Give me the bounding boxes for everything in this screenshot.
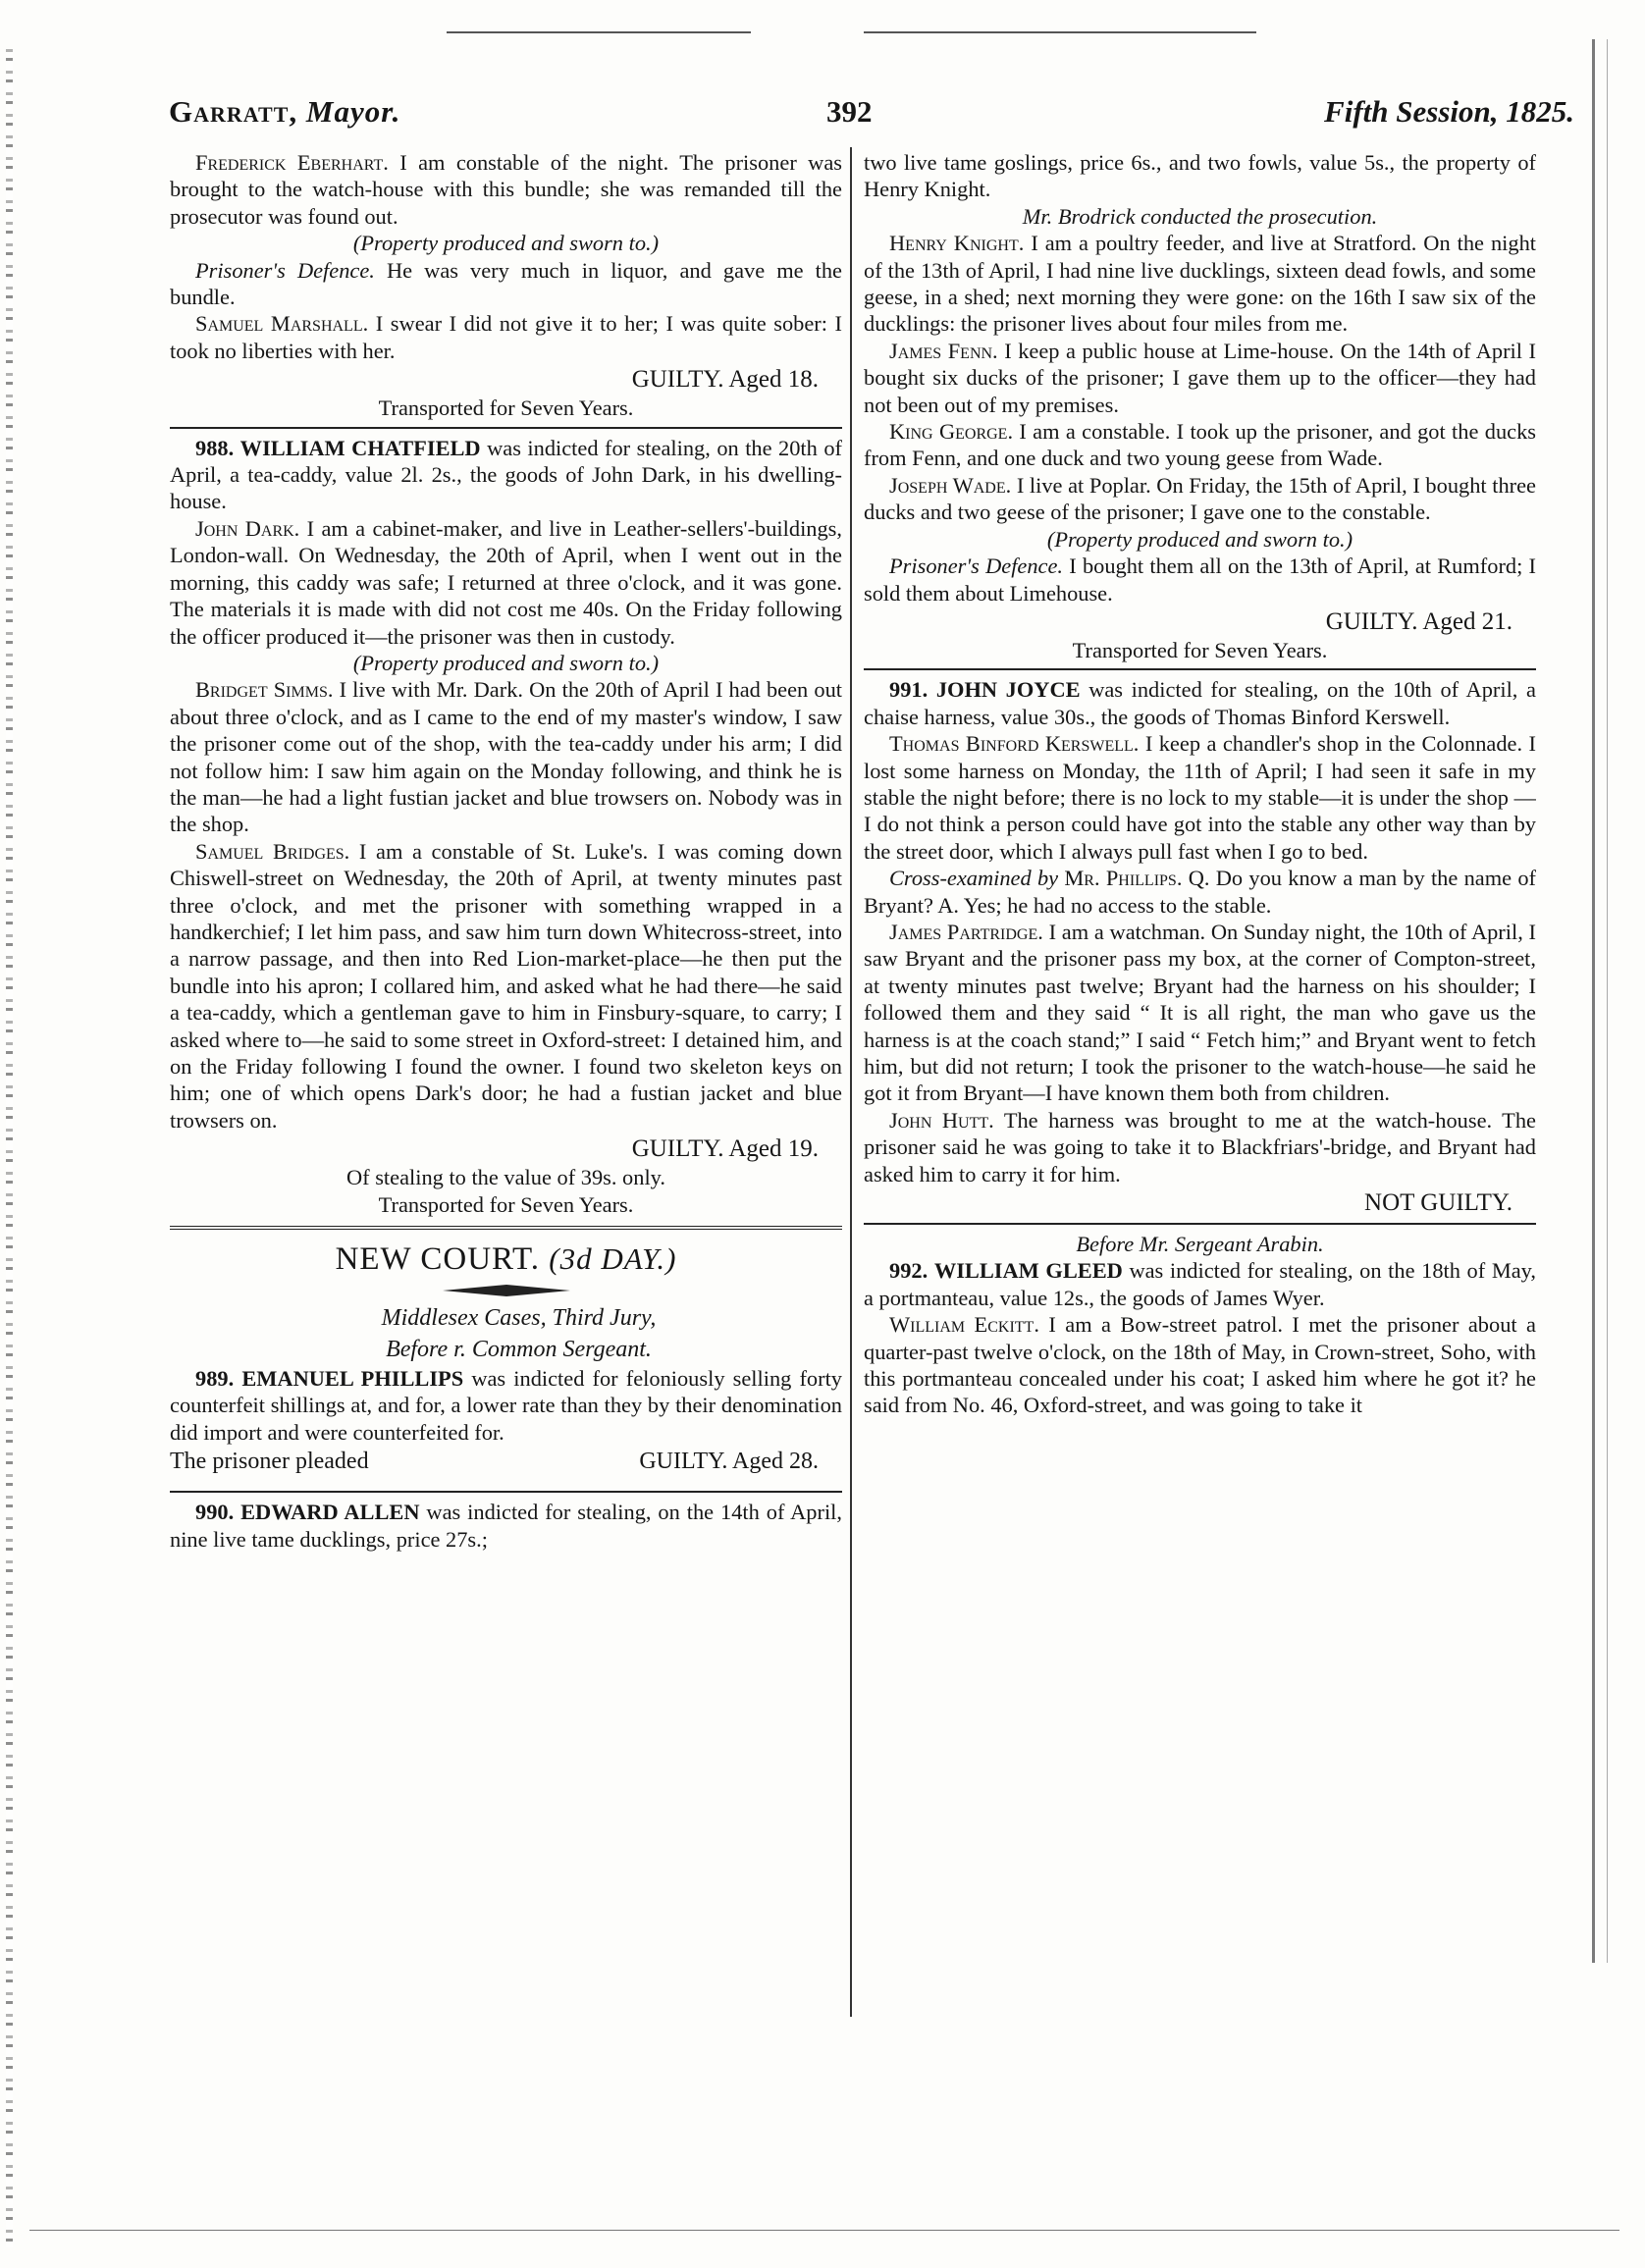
court-title: NEW COURT. (335, 1241, 541, 1278)
cross-exam-text: Q. Do you know a man by the name of Bryant? A. Yes; he had no access to the stable. (864, 866, 1536, 918)
court-day: (3d DAY.) (549, 1241, 677, 1277)
defence-text: He was very much in liquor, and gave me the bundle. (170, 257, 842, 310)
indictment-text: was indicted for stealing, on the 18th of May, a portmanteau, value 12s., the goods of James Wyer. (864, 1258, 1536, 1310)
speaker-name: Joseph Wade. (889, 472, 1012, 498)
running-head-right: Fifth Session, 1825. (1324, 94, 1574, 129)
section-rule (864, 668, 1536, 670)
running-head (169, 94, 1574, 133)
property-note-text: (Property produced and sworn to.) (352, 650, 660, 675)
speaker-name: Samuel Marshall. (195, 311, 369, 337)
testimony-text: I am a cabinet-maker, and live in Leather-sellers'-buildings, London-wall. On Wednesday, the 20th of April, when I went out in the morning, this caddy was safe; I returned at three o'clock, and it was gone. The materials it is made with did not cost me 40s. On the Friday following the officer produced it—the prisoner was then in custody. (170, 515, 842, 649)
section-double-rule (170, 1226, 842, 1230)
defence-label: Prisoner's Defence. (195, 257, 375, 283)
verdict-note: Of stealing to the value of 39s. only. (345, 1165, 665, 1190)
testimony (864, 472, 1536, 526)
speaker-name: Thomas Binford Kerswell. (889, 731, 1140, 757)
prosecution-note (864, 203, 1536, 230)
indictment (864, 676, 1536, 730)
speaker-name: Samuel Bridges. (195, 838, 350, 864)
testimony (864, 338, 1536, 418)
testimony-text: I am a watchman. On Sunday night, the 10th of April, I saw Bryant and the prisoner pass my box, at the corner of Compton-street, at twenty minutes past twelve; Bryant had the harness on his shoulder; I followed them and they said “ It is all right, the man who gave us the harness is at the coach stand;” I said “ Fetch him;” and Bryant went to fetch him, but did not return; I took the prisoner to the watch-house—he said he got it from Bryant—I have known them both from children. (864, 919, 1536, 1106)
testimony (864, 1107, 1536, 1187)
indictment-text: was indicted for stealing, on the 10th of April, a chaise harness, value 30s., the goods of Thomas Binford Kerswell. (864, 677, 1536, 729)
top-rule-right (864, 31, 1256, 33)
bottom-rule (29, 2230, 1619, 2231)
testimony-text: I am a constable. I took up the prisoner, and got the ducks from Fenn, and one duck and two young geese from Wade. (864, 419, 1536, 471)
defendant-name: WILLIAM CHATFIELD (239, 435, 481, 460)
running-head-name: Garratt, (169, 94, 298, 129)
property-note (170, 230, 842, 256)
cross-exam-label: Cross-examined by (889, 866, 1059, 891)
speaker-name: John Dark. (195, 515, 300, 541)
testimony (170, 838, 842, 1134)
plea-verdict: GUILTY. Aged 28. (639, 1449, 819, 1475)
testimony-text: I keep a public house at Lime-house. On the 14th of April I bought six ducks of the prisoner; I gave them up to the officer—they had not been out of my premises. (864, 338, 1536, 417)
testimony (864, 1311, 1536, 1419)
speaker-name: John Hutt. (889, 1107, 994, 1133)
speaker-name: James Partridge. (889, 919, 1043, 944)
testimony (864, 418, 1536, 472)
indictment (864, 1257, 1536, 1311)
running-head-left (169, 94, 400, 130)
case-number: 991. (889, 677, 929, 703)
plea-label: The prisoner pleaded (170, 1449, 369, 1475)
verdict: GUILTY. Aged 21. (1325, 607, 1512, 635)
left-column (170, 149, 842, 2200)
court-before: Before r. Common Sergeant. (386, 1337, 652, 1363)
section-rule (170, 427, 842, 429)
testimony (170, 676, 842, 837)
testimony (864, 730, 1536, 865)
speaker-name: Bridget Simms. (195, 677, 334, 703)
property-note-text: (Property produced and sworn to.) (1046, 526, 1353, 552)
speaker-name: King George. (889, 419, 1014, 445)
defendant-name: EMANUEL PHILLIPS (241, 1366, 464, 1392)
testimony-text: I live at Poplar. On Friday, the 15th of April, I bought three ducks and two geese of the prisoner; I gave one to the constable. (864, 472, 1536, 525)
case-number: 990. (195, 1500, 235, 1525)
court-before (864, 1231, 1536, 1257)
page-edge-left (6, 49, 13, 2247)
defendant-name: EDWARD ALLEN (240, 1500, 420, 1525)
section-rule (170, 1491, 842, 1493)
property-note-text: (Property produced and sworn to.) (352, 231, 660, 256)
section-rule (864, 1223, 1536, 1225)
indictment (170, 1365, 842, 1446)
defendant-name: JOHN JOYCE (935, 677, 1081, 703)
testimony (864, 230, 1536, 338)
testimony (170, 310, 842, 364)
property-note (170, 650, 842, 676)
defendant-name: WILLIAM GLEED (933, 1258, 1123, 1284)
testimony-text: I am a constable of St. Luke's. I was coming down Chiswell-street on Wednesday, the 20th of April, at twenty minutes past three o'clock, and met the prisoner with something wrapped in a handkerchief; I let him pass, and saw him turn down Whitecross-street, into a narrow passage, and then into Red Lion-market-place—he then put the bundle into his apron; I collared him, and asked what he had there—he said a tea-caddy, which a gentleman gave to him in Finsbury-square, to carry; I asked where to—he said to some street in Oxford-street: I detained him, and on the Friday following I found the owner. I found two skeleton keys on him; one of which opens Dark's door; he had a fustian jacket and blue trowsers on. (170, 838, 842, 1133)
testimony-text: I keep a chandler's shop in the Colonnade. I lost some harness on Monday, the 11th of April; I had seen it safe in my stable the night before; there is no lock to my stable—it is under the shop —I do not think a person could have got into the stable any other way than by the street door, which I always pull fast when I go to bed. (864, 731, 1536, 864)
ornament-rule-icon (443, 1283, 570, 1298)
testimony-text: I am a Bow-street patrol. I met the prisoner about a quarter-past twelve o'clock, on the 18th of May, in Crown-street, Soho, with this portmanteau concealed under his coat; I asked him where he got it? he said from No. 46, Oxford-street, and was going to take it (864, 1312, 1536, 1418)
testimony (170, 515, 842, 650)
speaker-name: Frederick Eberhart. (195, 150, 389, 175)
speaker-name: William Eckitt. (889, 1312, 1039, 1338)
indictment-text: was indicted for feloniously selling forty counterfeit shillings at, and for, a lower rate than they by their denomination did import and were counterfeited for. (170, 1366, 842, 1445)
testimony (864, 919, 1536, 1107)
page-number: 392 (826, 94, 873, 129)
verdict: NOT GUILTY. (1364, 1189, 1512, 1217)
right-column (864, 149, 1536, 2200)
verdict: GUILTY. Aged 19. (631, 1135, 819, 1163)
testimony-text: I am constable of the night. The prisoner was brought to the watch-house with this bundle; she was remanded till the prosecutor was found out. (170, 150, 842, 229)
testimony-text: I live with Mr. Dark. On the 20th of April I had been out about three o'clock, and as I came to the end of my master's window, I saw the prisoner come out of the shop, with the tea-caddy under his arm; I did not follow him: I saw him again on the Monday following, and think he is the man—he had a light fustian jacket and blue trowsers on. Nobody was in the shop. (170, 677, 842, 837)
column-divider (850, 147, 852, 2017)
case-number: 992. (889, 1258, 929, 1284)
verdict: GUILTY. Aged 18. (631, 366, 819, 394)
testimony (170, 149, 842, 230)
testimony-text: I swear I did not give it to her; I was quite sober: I took no liberties with her. (170, 311, 842, 363)
cross-examination (864, 865, 1536, 919)
case-number: 989. (195, 1366, 235, 1392)
sentence: Transported for Seven Years. (378, 396, 634, 421)
testimony-text: The harness was brought to me at the watch-house. The prisoner said he was going to take it to Blackfriars'-bridge, and Bryant had asked him to carry it for him. (864, 1107, 1536, 1187)
defence-label: Prisoner's Defence. (889, 554, 1064, 579)
counsel-name: Mr. Phillips. (1064, 866, 1183, 891)
indictment-text: was indicted for stealing, on the 14th of April, nine live tame ducklings, price 27s.; (170, 1500, 842, 1552)
court-heading (170, 1238, 842, 1281)
sentence: Transported for Seven Years. (1072, 637, 1328, 662)
plea-line (170, 1446, 842, 1477)
court-before-text: Before Mr. Sergeant Arabin. (1076, 1232, 1324, 1257)
speaker-name: Henry Knight. (889, 231, 1025, 256)
case-number: 988. (195, 435, 235, 460)
indictment (170, 1499, 842, 1553)
speaker-name: James Fenn. (889, 338, 998, 363)
defence-text: I bought them all on the 13th of April, at Rumford; I sold them about Limehouse. (864, 554, 1536, 606)
defence (864, 553, 1536, 607)
indictment-text: was indicted for stealing, on the 20th of April, a tea-caddy, value 2l. 2s., the goods of John Dark, in his dwelling-house. (170, 435, 842, 514)
property-note (864, 526, 1536, 553)
prosecution-text: Mr. Brodrick conducted the prosecution. (1022, 203, 1378, 229)
running-head-title: Mayor. (305, 94, 401, 129)
court-subheading: Middlesex Cases, Third Jury, (381, 1305, 657, 1332)
page-edge-right (1592, 39, 1608, 1963)
testimony-text: I am a poultry feeder, and live at Stratford. On the night of the 13th of April, I had nine live ducklings, sixteen dead fowls, and some geese, in a shed; next morning they were gone: on the 16th I saw six of the ducklings: the prisoner lives about four miles from me. (864, 231, 1536, 337)
defence (170, 257, 842, 311)
indictment (170, 435, 842, 515)
sentence: Transported for Seven Years. (378, 1191, 634, 1217)
top-rule-left (447, 31, 751, 33)
indictment-continuation: two live tame goslings, price 6s., and two fowls, value 5s., the property of Henry Knight. (864, 150, 1536, 202)
